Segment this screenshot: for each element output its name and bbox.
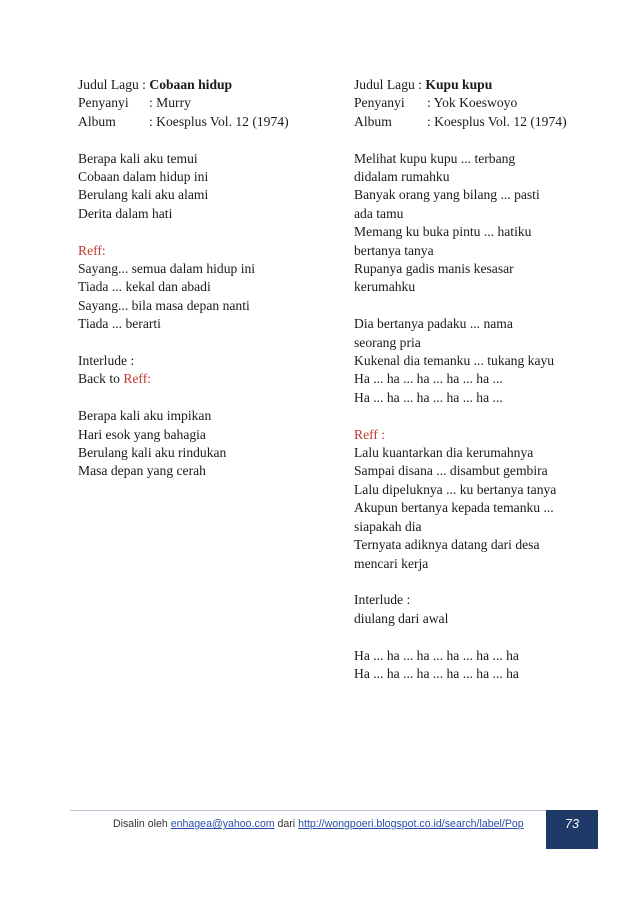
lyric-line: Ternyata adiknya datang dari desa xyxy=(354,537,540,553)
lyric-line: Sayang... semua dalam hidup ini xyxy=(78,261,256,277)
singer-label: Penyanyi xyxy=(354,95,405,111)
left-album-line xyxy=(78,113,333,131)
lyric-line: Hari esok yang bahagia xyxy=(78,426,206,442)
singer-value: : Murry xyxy=(149,95,191,111)
right-song-column xyxy=(354,76,604,683)
back-to-text: Back to xyxy=(78,371,124,387)
lyric-line: Rupanya gadis manis kesasar xyxy=(354,261,514,277)
footer-divider xyxy=(70,810,597,811)
lyric-line: ada tamu xyxy=(354,205,404,221)
lyric-line: bertanya tanya xyxy=(354,242,434,258)
title-label: Judul Lagu : xyxy=(354,77,426,92)
left-title-line xyxy=(78,76,333,94)
singer-label: Penyanyi xyxy=(78,95,129,111)
lyric-line: Berulang kali aku alami xyxy=(78,187,209,203)
lyric-line: Ha ... ha ... ha ... ha ... ha ... ha xyxy=(354,665,519,681)
album-label: Album xyxy=(354,113,392,129)
interlude-label: Interlude : xyxy=(354,592,411,608)
lyric-line: Banyak orang yang bilang ... pasti xyxy=(354,187,540,203)
lyric-line: Masa depan yang cerah xyxy=(78,463,206,479)
back-to-line xyxy=(78,370,333,388)
lyric-line: Dia bertanya padaku ... nama xyxy=(354,316,513,332)
lyric-line: kerumahku xyxy=(354,279,416,295)
lyric-line: Akupun bertanya kepada temanku ... xyxy=(354,500,554,516)
album-label: Album xyxy=(78,113,116,129)
interlude-text: diulang dari awal xyxy=(354,610,449,626)
lyric-line: Ha ... ha ... ha ... ha ... ha ... ha xyxy=(354,647,519,663)
reff-label: Reff: xyxy=(78,242,106,258)
lyric-line: Tiada ... kekal dan abadi xyxy=(78,279,211,295)
song-title: Kupu kupu xyxy=(425,77,493,92)
singer-value: : Yok Koeswoyo xyxy=(427,95,518,111)
lyric-line: Sayang... bila masa depan nanti xyxy=(78,297,250,313)
lyric-line: Berulang kali aku rindukan xyxy=(78,445,227,461)
source-url-link[interactable]: http://wongpoeri.blogspot.co.id/search/label/Pop xyxy=(298,818,524,830)
footer-middle: dari xyxy=(274,818,299,830)
title-label: Judul Lagu : xyxy=(78,77,150,92)
lyric-line: siapakah dia xyxy=(354,518,422,534)
lyric-line: Lalu dipeluknya ... ku bertanya tanya xyxy=(354,481,557,497)
song-title: Cobaan hidup xyxy=(149,77,233,92)
footer-credit xyxy=(113,818,524,830)
email-link[interactable]: enhagea@yahoo.com xyxy=(170,818,275,830)
album-value: : Koesplus Vol. 12 (1974) xyxy=(149,113,289,129)
lyric-line: didalam rumahku xyxy=(354,169,450,185)
footer-prefix: Disalin oleh xyxy=(113,818,171,830)
lyric-line: Memang ku buka pintu ... hatiku xyxy=(354,224,532,240)
lyric-line: Melihat kupu kupu ... terbang xyxy=(354,150,516,166)
lyric-line: Cobaan dalam hidup ini xyxy=(78,169,209,185)
lyric-line: mencari kerja xyxy=(354,555,429,571)
lyric-line: Sampai disana ... disambut gembira xyxy=(354,463,548,479)
left-singer-line xyxy=(78,94,333,112)
right-singer-line xyxy=(354,94,604,112)
back-to-reff: Reff: xyxy=(123,371,151,387)
right-album-line xyxy=(354,113,604,131)
left-song-column xyxy=(78,76,333,481)
page-number-box xyxy=(546,810,598,849)
lyric-line: Ha ... ha ... ha ... ha ... ha ... xyxy=(354,389,503,405)
lyric-line: Derita dalam hati xyxy=(78,205,173,221)
right-title-line xyxy=(354,76,604,94)
album-value: : Koesplus Vol. 12 (1974) xyxy=(427,113,567,129)
lyric-line: seorang pria xyxy=(354,334,421,350)
reff-label: Reff : xyxy=(354,426,386,442)
lyric-line: Kukenal dia temanku ... tukang kayu xyxy=(354,353,555,369)
lyric-line: Lalu kuantarkan dia kerumahnya xyxy=(354,445,534,461)
lyric-line: Ha ... ha ... ha ... ha ... ha ... xyxy=(354,371,503,387)
page-number: 73 xyxy=(565,817,579,831)
lyric-line: Tiada ... berarti xyxy=(78,316,161,332)
lyric-line: Berapa kali aku temui xyxy=(78,150,198,166)
interlude-label: Interlude : xyxy=(78,353,135,369)
lyric-line: Berapa kali aku impikan xyxy=(78,408,212,424)
